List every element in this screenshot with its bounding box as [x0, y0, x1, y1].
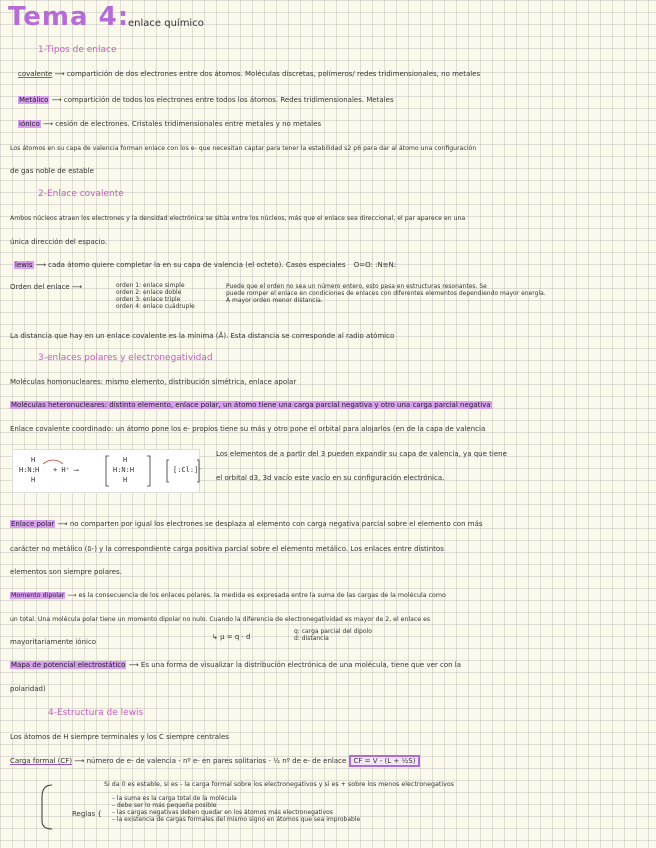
bond-order-list	[116, 282, 195, 310]
text: no comparten por igual los electrones se desplaza al elemento con carga negativa parcial sobre el elemento con más	[69, 520, 483, 528]
term-reglas: Reglas	[72, 810, 96, 818]
svg-text:H: H	[31, 456, 36, 464]
arrow-icon: ⟶	[67, 592, 77, 599]
arrow-icon: ⟶	[42, 120, 54, 128]
dipole-formula	[212, 633, 250, 642]
desc-line: Puede que el orden no sea un número entero, esto pasa en estructuras resonantes. Se	[226, 283, 487, 290]
arrow-icon: ⟶	[74, 757, 85, 765]
note-line-lewis	[14, 261, 396, 270]
note: d: distancia	[294, 635, 329, 642]
note-line: única dirección del espacio.	[10, 238, 107, 246]
brace-icon: {	[97, 810, 102, 818]
note-line-covalente	[18, 70, 480, 79]
desc-line: A mayor orden menor distancia.	[226, 297, 323, 304]
arrow-icon: ⟶	[57, 520, 68, 528]
text: compartición de dos electrones entre dos átomos. Moléculas discretas, polímeros/ redes tridimensionales, no metales	[66, 70, 481, 78]
list-item: – debe ser lo más pequeña posible	[112, 802, 217, 809]
section-heading-1: 1-Tipos de enlace	[38, 45, 117, 55]
note-line: Los átomos de H siempre terminales y los C siempre centrales	[10, 733, 229, 741]
list-item: orden 4: enlace cuádruple	[116, 303, 195, 310]
note-line: Enlace covalente coordinado: un átomo pone los e- propios tiene su más y otro pone el orbital para alojarlos (en de la capa de valencia	[10, 425, 486, 433]
note-line: un total. Una molécula polar tiene un momento dipolar no nulo. Cuando la diferencia de electronegatividad es mayor de 2, el enlace es	[10, 616, 431, 623]
page-subtitle: enlace químico	[128, 18, 204, 29]
arrow-icon: ⟶	[128, 661, 139, 669]
text: número de e- de valencia - nº e- en pares solitarios - ½ nº de e- de enlace	[86, 757, 347, 765]
formula: μ = q · d	[220, 633, 251, 641]
bracket-icon	[40, 783, 54, 831]
lewis-diagram	[12, 449, 203, 493]
note-line-momento	[10, 591, 446, 600]
svg-text:[:Cl:]⁻: [:Cl:]⁻	[173, 466, 203, 474]
note-line: mayoritariamente iónico	[10, 638, 97, 646]
note: q: carga parcial del dipolo	[294, 628, 372, 635]
text: Es una forma de visualizar la distribución electrónica de una molécula, tiene que ver con la	[140, 661, 462, 669]
note-line	[10, 401, 492, 410]
arrow-icon: ⟶	[71, 283, 83, 291]
list-item: orden 1: enlace simple	[116, 282, 185, 289]
rules-list	[112, 795, 360, 823]
term-covalente: covalente	[18, 70, 53, 78]
note-line: La distancia que hay en un enlace covalente es la mínima (Å). Esta distancia se corresponde al radio atómico	[10, 332, 395, 340]
note-line-enlace-polar	[10, 520, 483, 529]
note-line: Los elementos de a partir del 3 pueden expandir su capa de valencia, ya que tiene	[216, 450, 507, 458]
list-item: – la suma es la carga total de la molécula	[112, 795, 237, 802]
svg-text:H: H	[31, 476, 36, 484]
note-line: Moléculas homonucleares: mismo elemento, distribución simétrica, enlace apolar	[10, 378, 297, 386]
svg-text:H:N:H: H:N:H	[113, 466, 135, 474]
note-line: el orbital d3, 3d vacío este vacío en su configuración electrónica.	[216, 474, 445, 482]
svg-text:H: H	[123, 456, 128, 464]
term-heteronucleares: Moléculas heteronucleares: distinto elemento, enlace polar, un átomo tiene una carga parcial negativa y otro una carga parcial negativa	[11, 401, 491, 409]
svg-text:H:N:: H:N:	[19, 466, 36, 474]
list-item: – la existencia de cargas formales del mismo signo en átomos que sea improbable	[112, 816, 361, 823]
term-momento-dipolar: Momento dipolar	[11, 592, 65, 599]
term-carga-formal: Carga formal (CF)	[10, 757, 73, 765]
term-metalico: Metálico	[19, 96, 49, 104]
note-line: elementos son siempre polares.	[10, 568, 122, 576]
term-mapa: Mapa de potencial electrostático	[11, 661, 126, 669]
note-line-carga-formal	[10, 757, 420, 766]
term-enlace-polar: Enlace polar	[11, 520, 55, 528]
text: cada átomo quiere completar la en su capa de valencia (el octeto). Casos especiales	[48, 261, 346, 269]
bond-order-desc	[226, 283, 546, 304]
svg-text:H: H	[35, 466, 40, 474]
note-line-metalico	[18, 96, 394, 105]
list-item: orden 2: enlace doble	[116, 289, 182, 296]
page-title: Tema 4:	[8, 2, 130, 32]
text: cesión de electrones. Cristales tridimensionales entre metales y no metales	[55, 120, 322, 128]
note-line: carácter no metálico (δ-) y la correspondiente carga positiva parcial sobre el elemento metálico. Los enlaces entre distintos	[10, 545, 444, 553]
list-item: orden 3: enlace triple	[116, 296, 181, 303]
term-orden: Orden del enlace	[10, 283, 70, 291]
note-line-ionico	[18, 120, 321, 129]
note-line: Ambos núcleos atraen los electrones y la densidad electrónica se sitúa entre los núcleos, más que el enlace sea direccional, el par aparece en una	[10, 215, 466, 222]
note-line: Los átomos en su capa de valencia forman enlace con los e- que necesitan captar para tener la estabilidad s2 p6 para dar al átomo una configuración	[10, 145, 477, 152]
formula-box: CF = V - (L + ½S)	[349, 755, 421, 767]
arrow-icon: ⟶	[35, 261, 46, 269]
section-heading-2: 2-Enlace covalente	[38, 189, 124, 199]
note-line: de gas noble de estable	[10, 167, 94, 175]
arrow-icon: ↳	[212, 633, 218, 641]
term-lewis: lewis	[15, 261, 33, 269]
svg-text:H: H	[123, 476, 128, 484]
note-line: polaridad)	[10, 685, 46, 693]
section-heading-3: 3-enlaces polares y electronegatividad	[38, 353, 213, 363]
arrow-icon: ⟶	[51, 96, 62, 104]
svg-text:+ H⁺ ⟶: + H⁺ ⟶	[53, 466, 79, 474]
text: es la consecuencia de los enlaces polares, la medida es expresada entre la suma de las cargas de la molécula como	[78, 592, 446, 599]
rules-label	[72, 810, 102, 819]
dipole-notes	[294, 628, 372, 642]
note-line: Si da 0 es estable, si es - la carga formal sobre los electronegativos y si es + sobre los menos electronegativos	[104, 781, 454, 788]
list-item: – las cargas negativas deben quedar en los átomos más electronegativos	[112, 809, 333, 816]
section-heading-4: 4-Estructura de lewis	[48, 708, 144, 718]
text: compartición de todos los electrones entre todos los átomos. Redes tridimensionales. Metales	[63, 96, 394, 104]
term-ionico: iónico	[19, 120, 40, 128]
desc-line: puede romper el enlace en condiciones de enlaces con diferentes elementos dependiendo mayor energía.	[226, 290, 546, 297]
lewis-examples: O=O: :N≡N:	[353, 261, 397, 269]
arrow-icon: ⟶	[54, 70, 65, 78]
bond-order-block	[10, 283, 82, 292]
note-line-mapa	[10, 661, 461, 670]
